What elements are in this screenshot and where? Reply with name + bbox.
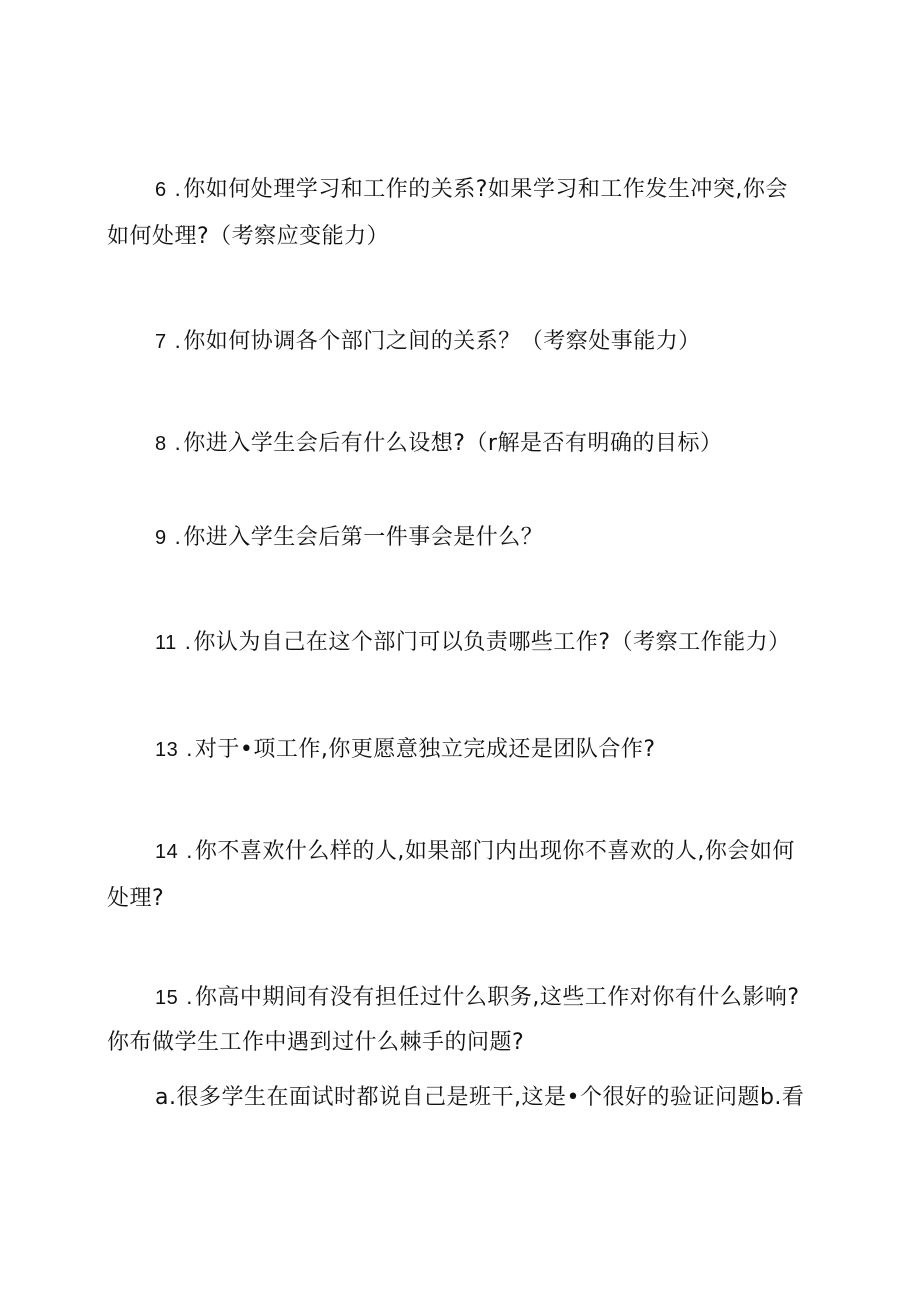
question-number: 9 bbox=[155, 527, 167, 549]
question-14-line-1 bbox=[155, 836, 795, 867]
question-number: 6 bbox=[155, 179, 167, 201]
number-separator: . bbox=[186, 984, 193, 1009]
question-number: 11 bbox=[155, 632, 177, 654]
number-separator: . bbox=[174, 328, 182, 353]
number-separator: . bbox=[184, 629, 192, 654]
question-14-line-2 bbox=[107, 884, 164, 914]
question-text: 你高中期间有没有担任过什么职务,这些工作对你有什么影响? bbox=[194, 985, 800, 1010]
question-text: 你布做学生工作中遇到过什么棘手的问题? bbox=[107, 1030, 525, 1055]
question-number: 8 bbox=[155, 433, 167, 455]
question-number: 14 bbox=[155, 841, 179, 863]
question-8 bbox=[155, 428, 722, 459]
question-text: 你如何协调各个部门之间的关系？（考察处事能力） bbox=[183, 329, 701, 354]
question-13 bbox=[155, 734, 656, 765]
question-6-line-1 bbox=[155, 174, 788, 205]
question-6-line-2 bbox=[107, 222, 389, 252]
question-text: 你如何处理学习和工作的关系?如果学习和工作发生冲突,你会 bbox=[183, 177, 788, 202]
question-text: 如何处理?（考察应变能力） bbox=[107, 224, 390, 249]
question-number: 7 bbox=[155, 331, 167, 353]
question-15-line-1 bbox=[155, 982, 800, 1013]
note-text: a.很多学生在面试时都说自己是班干,这是•个很好的验证问题b.看 bbox=[155, 1085, 805, 1110]
number-separator: . bbox=[174, 176, 182, 201]
number-separator: . bbox=[174, 430, 182, 455]
question-text: 你认为自己在这个部门可以负责哪些工作?（考察工作能力） bbox=[193, 630, 791, 655]
question-15-line-2 bbox=[107, 1028, 524, 1058]
question-11 bbox=[155, 627, 791, 658]
number-separator: . bbox=[186, 838, 193, 863]
question-text: 处理? bbox=[107, 886, 165, 911]
note-line bbox=[155, 1083, 804, 1113]
number-separator: . bbox=[174, 524, 182, 549]
question-text: 对于•项工作,你更愿意独立完成还是团队合作? bbox=[194, 737, 656, 762]
question-number: 13 bbox=[155, 739, 179, 761]
question-7 bbox=[155, 326, 701, 357]
question-number: 15 bbox=[155, 987, 179, 1009]
question-text: 你进入学生会后有什么设想?（r解是否有明确的目标） bbox=[183, 431, 723, 456]
question-text: 你不喜欢什么样的人,如果部门内出现你不喜欢的人,你会如何 bbox=[194, 839, 795, 864]
number-separator: . bbox=[186, 736, 193, 761]
question-9 bbox=[155, 522, 543, 553]
question-text: 你进入学生会后第一件事会是什么？ bbox=[183, 525, 544, 550]
